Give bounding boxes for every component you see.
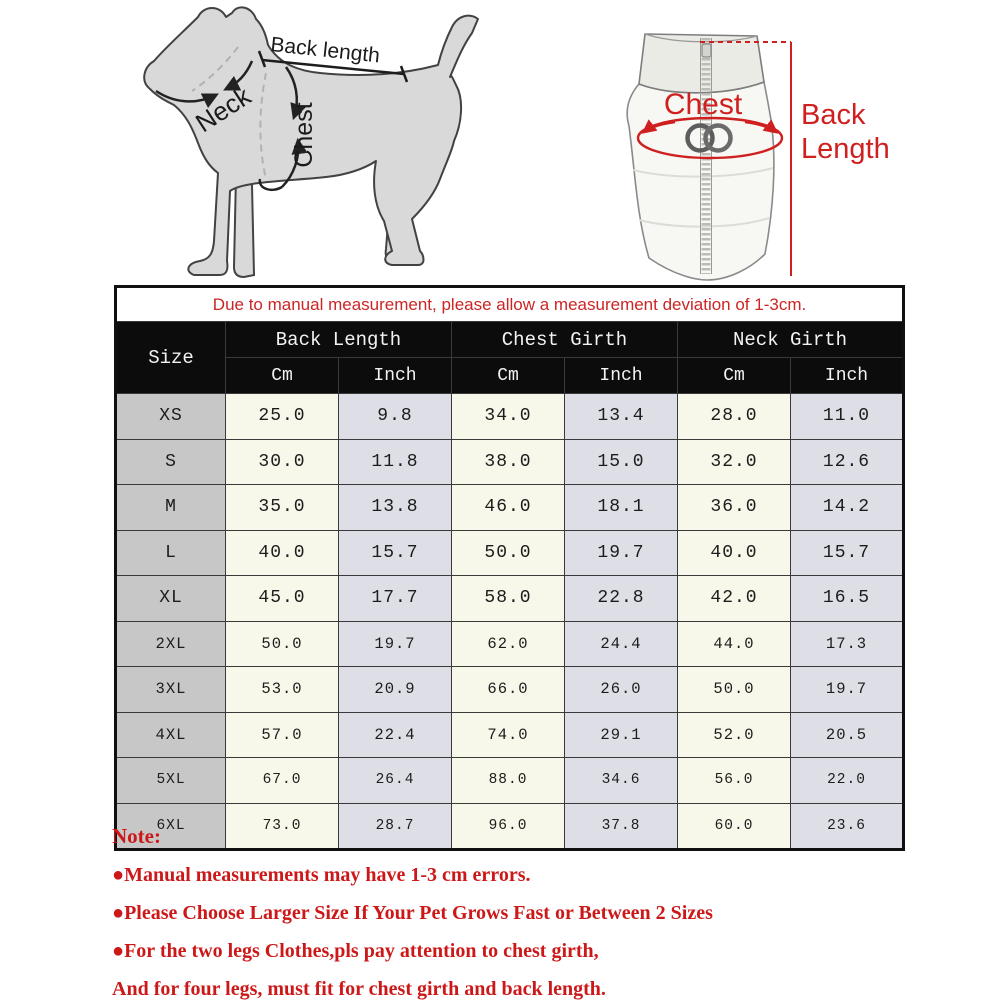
size-cell: 5XL bbox=[116, 758, 226, 804]
value-cell: 17.7 bbox=[339, 576, 452, 622]
size-cell: XL bbox=[116, 576, 226, 622]
vest-back-label-line2: Length bbox=[801, 133, 890, 165]
size-cell: 3XL bbox=[116, 667, 226, 713]
value-cell: 11.0 bbox=[791, 394, 904, 440]
note-line: ●Manual measurements may have 1-3 cm errors. bbox=[112, 864, 531, 886]
value-cell: 15.0 bbox=[565, 439, 678, 485]
value-cell: 26.4 bbox=[339, 758, 452, 804]
unit-cm-header: Cm bbox=[226, 358, 339, 394]
dog-back-length-label: Back length bbox=[269, 33, 382, 68]
value-cell: 23.6 bbox=[791, 803, 904, 850]
value-cell: 73.0 bbox=[226, 803, 339, 850]
value-cell: 15.7 bbox=[791, 530, 904, 576]
value-cell: 52.0 bbox=[678, 712, 791, 758]
value-cell: 50.0 bbox=[226, 621, 339, 667]
value-cell: 45.0 bbox=[226, 576, 339, 622]
note-line: ●Please Choose Larger Size If Your Pet Grows Fast or Between 2 Sizes bbox=[112, 902, 713, 924]
unit-inch-header: Inch bbox=[791, 358, 904, 394]
value-cell: 13.4 bbox=[565, 394, 678, 440]
value-cell: 88.0 bbox=[452, 758, 565, 804]
value-cell: 35.0 bbox=[226, 485, 339, 531]
value-cell: 58.0 bbox=[452, 576, 565, 622]
size-cell: 4XL bbox=[116, 712, 226, 758]
value-cell: 18.1 bbox=[565, 485, 678, 531]
dog-measurement-diagram bbox=[140, 5, 485, 283]
table-row bbox=[116, 621, 904, 667]
value-cell: 19.7 bbox=[565, 530, 678, 576]
value-cell: 20.9 bbox=[339, 667, 452, 713]
value-cell: 62.0 bbox=[452, 621, 565, 667]
value-cell: 22.8 bbox=[565, 576, 678, 622]
size-cell: 2XL bbox=[116, 621, 226, 667]
table-row bbox=[116, 576, 904, 622]
value-cell: 12.6 bbox=[791, 439, 904, 485]
value-cell: 15.7 bbox=[339, 530, 452, 576]
value-cell: 53.0 bbox=[226, 667, 339, 713]
value-cell: 26.0 bbox=[565, 667, 678, 713]
note-line: ●For the two legs Clothes,pls pay attention to chest girth, bbox=[112, 940, 599, 962]
value-cell: 50.0 bbox=[452, 530, 565, 576]
table-row bbox=[116, 530, 904, 576]
value-cell: 96.0 bbox=[452, 803, 565, 850]
unit-cm-header: Cm bbox=[452, 358, 565, 394]
vest-measurement-diagram bbox=[615, 22, 900, 287]
value-cell: 66.0 bbox=[452, 667, 565, 713]
value-cell: 57.0 bbox=[226, 712, 339, 758]
value-cell: 9.8 bbox=[339, 394, 452, 440]
size-table bbox=[114, 285, 905, 851]
value-cell: 22.0 bbox=[791, 758, 904, 804]
value-cell: 14.2 bbox=[791, 485, 904, 531]
value-cell: 16.5 bbox=[791, 576, 904, 622]
deviation-note: Due to manual measurement, please allow a measurement deviation of 1-3cm. bbox=[116, 287, 904, 322]
value-cell: 74.0 bbox=[452, 712, 565, 758]
table-header-groups bbox=[116, 322, 904, 358]
table-row bbox=[116, 394, 904, 440]
vest-back-label-line1: Back bbox=[801, 99, 866, 131]
value-cell: 32.0 bbox=[678, 439, 791, 485]
unit-inch-header: Inch bbox=[339, 358, 452, 394]
unit-inch-header: Inch bbox=[565, 358, 678, 394]
neck-girth-header: Neck Girth bbox=[678, 322, 904, 358]
value-cell: 24.4 bbox=[565, 621, 678, 667]
deviation-note-row bbox=[116, 287, 904, 322]
unit-cm-header: Cm bbox=[678, 358, 791, 394]
table-row bbox=[116, 485, 904, 531]
table-row bbox=[116, 712, 904, 758]
chest-girth-header: Chest Girth bbox=[452, 322, 678, 358]
value-cell: 28.0 bbox=[678, 394, 791, 440]
value-cell: 34.6 bbox=[565, 758, 678, 804]
size-column-header: Size bbox=[116, 322, 226, 394]
value-cell: 40.0 bbox=[678, 530, 791, 576]
table-row bbox=[116, 439, 904, 485]
value-cell: 37.8 bbox=[565, 803, 678, 850]
dog-far-front-leg bbox=[234, 175, 254, 277]
value-cell: 25.0 bbox=[226, 394, 339, 440]
value-cell: 60.0 bbox=[678, 803, 791, 850]
notes-title: Note: bbox=[112, 824, 161, 848]
value-cell: 44.0 bbox=[678, 621, 791, 667]
value-cell: 50.0 bbox=[678, 667, 791, 713]
size-cell: 6XL bbox=[116, 803, 226, 850]
notes-section bbox=[112, 824, 912, 1000]
value-cell: 28.7 bbox=[339, 803, 452, 850]
size-cell: XS bbox=[116, 394, 226, 440]
value-cell: 19.7 bbox=[791, 667, 904, 713]
value-cell: 36.0 bbox=[678, 485, 791, 531]
value-cell: 11.8 bbox=[339, 439, 452, 485]
value-cell: 46.0 bbox=[452, 485, 565, 531]
zipper-slider bbox=[702, 44, 711, 57]
value-cell: 56.0 bbox=[678, 758, 791, 804]
size-cell: L bbox=[116, 530, 226, 576]
size-cell: S bbox=[116, 439, 226, 485]
value-cell: 20.5 bbox=[791, 712, 904, 758]
value-cell: 34.0 bbox=[452, 394, 565, 440]
table-header-units bbox=[116, 358, 904, 394]
value-cell: 22.4 bbox=[339, 712, 452, 758]
dog-chest-label: Chest bbox=[290, 102, 318, 168]
size-cell: M bbox=[116, 485, 226, 531]
value-cell: 30.0 bbox=[226, 439, 339, 485]
back-length-header: Back Length bbox=[226, 322, 452, 358]
value-cell: 29.1 bbox=[565, 712, 678, 758]
value-cell: 13.8 bbox=[339, 485, 452, 531]
table-row bbox=[116, 667, 904, 713]
vest-chest-label: Chest bbox=[663, 88, 743, 121]
value-cell: 17.3 bbox=[791, 621, 904, 667]
note-line: And for four legs, must fit for chest girth and back length. bbox=[112, 978, 606, 1000]
value-cell: 40.0 bbox=[226, 530, 339, 576]
value-cell: 19.7 bbox=[339, 621, 452, 667]
dog-neck-label: Neck bbox=[190, 80, 257, 139]
value-cell: 42.0 bbox=[678, 576, 791, 622]
value-cell: 38.0 bbox=[452, 439, 565, 485]
value-cell: 67.0 bbox=[226, 758, 339, 804]
table-row bbox=[116, 758, 904, 804]
